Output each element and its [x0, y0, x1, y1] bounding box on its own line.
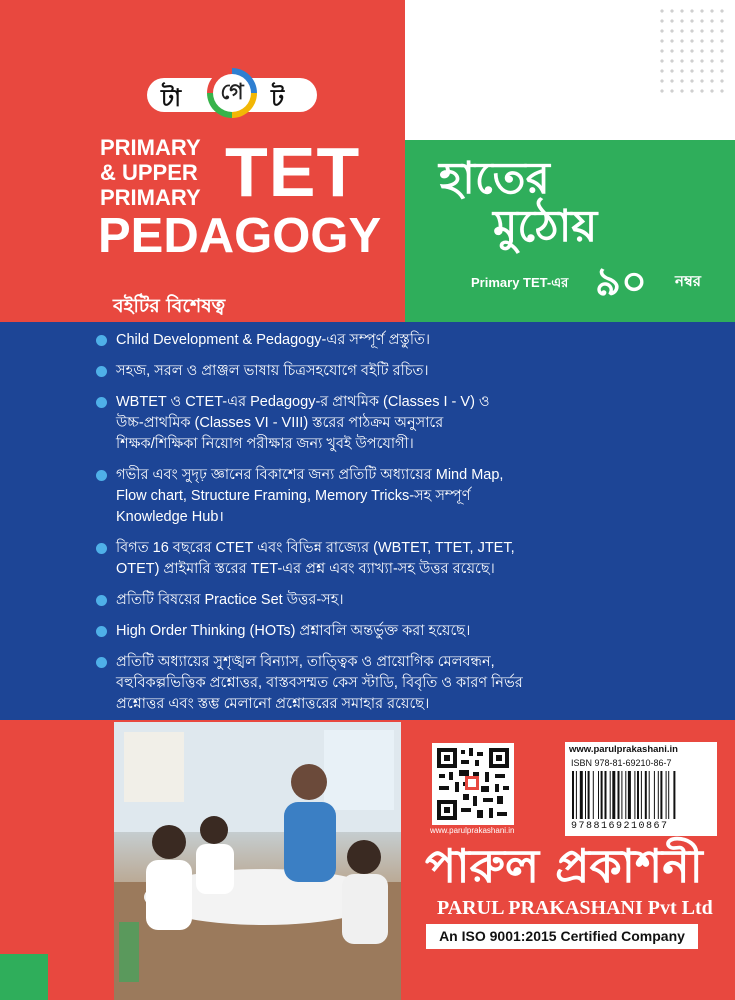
- qr-code-icon: [435, 746, 511, 822]
- barcode-bar: [576, 771, 577, 819]
- qr-code: [432, 743, 514, 825]
- feature-text: সহজ, সরল ও প্রাঞ্জল ভাষায় চিত্রসহযোগে বইটি রচিত।: [116, 363, 429, 379]
- title-line-2: & UPPER: [100, 160, 198, 185]
- feature-text: প্রতিটি বিষয়ের Practice Set উত্তর-সহ।: [116, 592, 344, 608]
- feature-item: [96, 361, 706, 382]
- barcode-bar: [625, 771, 626, 819]
- promo-sub: Primary TET-এর: [471, 275, 569, 290]
- barcode-bar: [585, 771, 586, 819]
- barcode-bar: [666, 771, 667, 819]
- barcode-bar: [580, 771, 583, 819]
- bullet-icon: [96, 626, 107, 637]
- feature-item: [96, 590, 706, 611]
- feature-text: WBTET ও CTET-এর Pedagogy-র প্রাথমিক (Classes I - V) ও উচ্চ-প্রাথমিক (Classes VI - VIII) স্তরের পাঠক্রম অনুসারে শিক্ষক/শিক্ষিকা নিয়োগ পরীক্ষার জন্য খুবই উপযোগী।: [116, 394, 490, 452]
- bullet-icon: [96, 657, 107, 668]
- title-subject: PEDAGOGY: [98, 209, 382, 263]
- feature-text: বিগত 16 বছরের CTET এবং বিভিন্ন রাজ্যের (WBTET, TTET, JTET, OTET) প্রাইমারি স্তরের TET-এর প্রশ্ন এবং ব্যাখ্যা-সহ উত্তর রয়েছে।: [116, 540, 515, 577]
- title-line-1: PRIMARY: [100, 135, 201, 160]
- bullet-icon: [96, 595, 107, 606]
- barcode-bar: [660, 771, 662, 819]
- bullet-icon: [96, 335, 107, 346]
- promo-word: নম্বর: [675, 272, 702, 290]
- barcode-bar: [605, 771, 607, 819]
- barcode-bar: [637, 771, 639, 819]
- classroom-photo: [114, 722, 401, 1000]
- isbn: ISBN 978-81-69210-86-7: [571, 758, 672, 768]
- feature-text: প্রতিটি অধ্যায়ের সুশৃঙ্খল বিন্যাস, তাত্ত্বিক ও প্রায়োগিক মেলবন্ধন, বহুবিকল্পভিত্তিক প্রশ্নোত্তর, বাস্তবসম্মত কেস স্টাডি, বিবৃতি ও কারণ নির্ভর প্রশ্নোত্তর এবং স্তম্ভ মেলানো প্রশ্নোত্তরের সমাহার রয়েছে।: [116, 654, 523, 712]
- barcode-bar: [645, 771, 647, 819]
- corner-accent: [0, 954, 48, 1000]
- feature-item: [96, 465, 706, 528]
- barcode-bar: [649, 771, 650, 819]
- section-heading: বইটির বিশেষত্ব: [113, 295, 226, 317]
- barcode-bar: [668, 771, 669, 819]
- bullet-icon: [96, 397, 107, 408]
- barcode-panel: [565, 742, 717, 836]
- dot-pattern: [657, 6, 727, 96]
- promo-box: [405, 140, 735, 322]
- logo-middle-letter: গে: [213, 74, 251, 112]
- features-section: [0, 322, 735, 720]
- barcode-url: www.parulprakashani.in: [569, 744, 678, 755]
- title-line-3: PRIMARY: [100, 185, 201, 210]
- brand-logo: [147, 68, 317, 116]
- barcode-bar: [658, 771, 659, 819]
- title-tet: TET: [225, 133, 361, 211]
- promo-line-1: হাতের: [439, 153, 550, 204]
- barcode-bar: [588, 771, 590, 819]
- features-list: [96, 330, 706, 725]
- barcode-bar: [621, 771, 622, 819]
- barcode-bar: [654, 771, 655, 819]
- barcode-bar: [634, 771, 635, 819]
- bullet-icon: [96, 470, 107, 481]
- barcode-bar: [598, 771, 599, 819]
- classroom-illustration: [114, 722, 401, 1000]
- publisher-name-english: PARUL PRAKASHANI Pvt Ltd: [437, 897, 713, 919]
- feature-item: [96, 652, 706, 715]
- barcode-number: 9788169210867: [571, 821, 669, 832]
- promo-line-2: মুঠোয়: [493, 201, 598, 252]
- qr-url: www.parulprakashani.in: [430, 826, 515, 835]
- publisher-name-bengali: পারুল প্রকাশনী: [425, 839, 703, 893]
- feature-item: [96, 330, 706, 351]
- logo-left-letter: টা: [161, 84, 182, 112]
- barcode-bar: [673, 771, 675, 819]
- bullet-icon: [96, 543, 107, 554]
- barcode-bar: [610, 771, 611, 819]
- barcode-bar: [612, 771, 615, 819]
- barcode-bar: [618, 771, 620, 819]
- logo-ring-icon: [207, 68, 257, 118]
- barcode-bar: [572, 771, 574, 819]
- feature-item: [96, 392, 706, 455]
- feature-text: Child Development & Pedagogy-এর সম্পূর্ণ প্রস্তুতি।: [116, 332, 431, 348]
- feature-text: High Order Thinking (HOTs) প্রশ্নাবলি অন্তর্ভুক্ত করা হয়েছে।: [116, 623, 471, 639]
- iso-badge: An ISO 9001:2015 Certified Company: [426, 924, 698, 949]
- bullet-icon: [96, 366, 107, 377]
- barcode-bars: [571, 771, 711, 819]
- barcode-bar: [593, 771, 594, 819]
- feature-text: গভীর এবং সুদৃঢ় জ্ঞানের বিকাশের জন্য প্রতিটি অধ্যায়ের Mind Map, Flow chart, Structure Framing, Memory Tricks-সহ সম্পূর্ণ Knowledge Hub।: [116, 467, 504, 525]
- promo-number: ৯০: [595, 259, 647, 305]
- barcode-bar: [601, 771, 603, 819]
- feature-item: [96, 621, 706, 642]
- barcode-bar: [641, 771, 642, 819]
- logo-right-letter: ট: [271, 84, 285, 112]
- feature-item: [96, 538, 706, 580]
- barcode-bar: [628, 771, 631, 819]
- top-right-panel: [405, 0, 735, 140]
